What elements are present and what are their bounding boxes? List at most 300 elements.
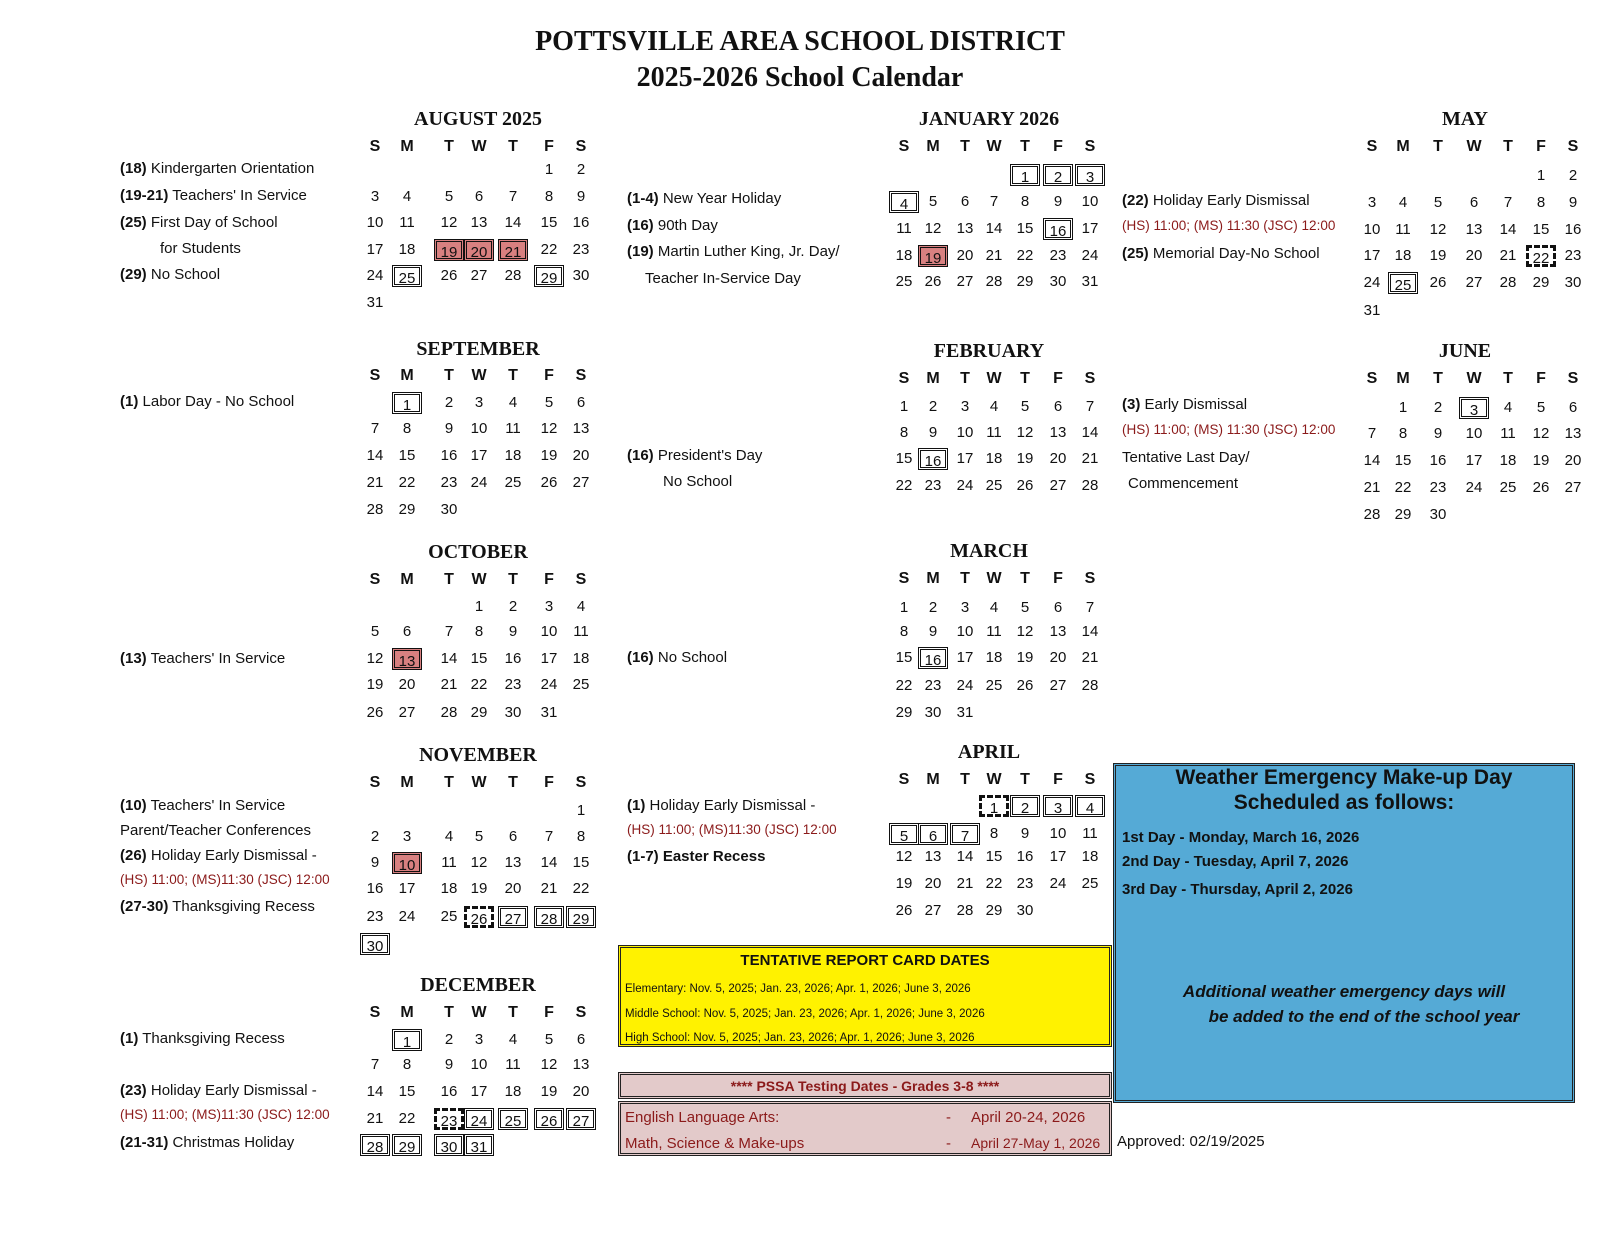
calendar-day: 29 — [566, 906, 596, 928]
calendar-day: 23 — [1429, 479, 1447, 496]
calendar-day: 4 — [1398, 194, 1408, 211]
calendar-day: 18 — [572, 650, 590, 667]
calendar-day: 25 — [572, 676, 590, 693]
calendar-day: 3 — [544, 598, 554, 615]
calendar-day: 13 — [1049, 424, 1067, 441]
calendar-day: 6 — [1053, 599, 1063, 616]
calendar-day: 12 — [1429, 221, 1447, 238]
calendar-day: 12 — [440, 214, 458, 231]
calendar-day: 24 — [1081, 247, 1099, 264]
calendar-day: 16 — [440, 1083, 458, 1100]
calendar-day: 6 — [508, 828, 518, 845]
weekday-header: T — [960, 771, 970, 788]
calendar-day: 31 — [1081, 273, 1099, 290]
calendar-day: 14 — [1499, 221, 1517, 238]
calendar-day: 29 — [534, 265, 564, 287]
calendar-day: 12 — [1016, 424, 1034, 441]
event-line-august — [160, 240, 241, 257]
calendar-day: 23 — [1049, 247, 1067, 264]
event-date-code: (16) — [627, 447, 654, 464]
calendar-day: 11 — [986, 623, 1002, 640]
weekday-header: T — [1020, 570, 1030, 587]
weekday-header: S — [369, 138, 381, 155]
calendar-day: 22 — [1016, 247, 1034, 264]
calendar-day: 13 — [470, 214, 488, 231]
event-line-april — [627, 848, 765, 865]
calendar-day: 7 — [544, 828, 554, 845]
calendar-day: 17 — [956, 450, 974, 467]
calendar-day: 7 — [444, 623, 454, 640]
event-description: (HS) 11:00; (MS) 11:30 (JSC) 12:00 — [1122, 422, 1336, 437]
calendar-day: 1 — [576, 802, 586, 819]
event-description: Holiday Early Dismissal - — [645, 797, 816, 814]
calendar-day: 2 — [1433, 399, 1443, 416]
event-description: 90th Day — [653, 217, 718, 234]
calendar-day: 19 — [540, 447, 558, 464]
event-date-code: (1) — [120, 1030, 139, 1047]
weekday-header: W — [471, 774, 487, 791]
weather-note-2: be added to the end of the school year — [1208, 1007, 1520, 1026]
weekday-header: W — [1466, 138, 1482, 155]
weekday-header: S — [898, 370, 910, 387]
page-title: POTTSVILLE AREA SCHOOL DISTRICT — [535, 26, 1065, 57]
calendar-day: 27 — [1564, 479, 1582, 496]
weekday-header: S — [1366, 138, 1378, 155]
calendar-day: 12 — [924, 220, 942, 237]
weather-day-2: 2nd Day - Tuesday, April 7, 2026 — [1122, 853, 1349, 870]
event-line-june — [1122, 396, 1247, 413]
calendar-day: 10 — [392, 852, 422, 874]
calendar-day: 10 — [366, 214, 384, 231]
event-line-august — [120, 266, 220, 283]
calendar-day: 21 — [540, 880, 558, 897]
calendar-day: 28 — [504, 267, 522, 284]
calendar-day: 22 — [1526, 245, 1556, 267]
calendar-day: 18 — [1394, 247, 1412, 264]
calendar-day: 29 — [1532, 274, 1550, 291]
event-description: Teacher In-Service Day — [645, 270, 801, 287]
calendar-day: 26 — [924, 273, 942, 290]
calendar-day: 9 — [1433, 425, 1443, 442]
calendar-day: 16 — [1016, 848, 1034, 865]
calendar-day: 17 — [1049, 848, 1067, 865]
calendar-day: 2 — [928, 398, 938, 415]
calendar-day: 30 — [1564, 274, 1582, 291]
month-heading-december: DECEMBER — [420, 974, 536, 996]
weekday-header: F — [544, 138, 554, 155]
calendar-day: 28 — [956, 902, 974, 919]
pssa-ela-dash: - — [946, 1109, 951, 1126]
calendar-day: 24 — [366, 267, 384, 284]
calendar-day: 29 — [895, 704, 913, 721]
calendar-day: 21 — [1081, 649, 1099, 666]
calendar-day: 1 — [474, 598, 484, 615]
calendar-day: 8 — [1398, 425, 1408, 442]
calendar-day: 18 — [985, 450, 1003, 467]
weekday-header: S — [898, 138, 910, 155]
weekday-header: S — [369, 571, 381, 588]
calendar-day: 22 — [895, 677, 913, 694]
calendar-day: 7 — [1367, 425, 1377, 442]
weekday-header: M — [400, 774, 414, 791]
calendar-day: 11 — [986, 424, 1002, 441]
weekday-header: T — [1020, 771, 1030, 788]
calendar-day: 4 — [508, 1031, 518, 1048]
weekday-header: M — [400, 138, 414, 155]
weekday-header: S — [369, 1004, 381, 1021]
month-heading-april: APRIL — [957, 741, 1021, 763]
weekday-header: T — [960, 138, 970, 155]
month-heading-october: OCTOBER — [428, 541, 528, 563]
event-description: Holiday Early Dismissal - — [146, 847, 317, 864]
calendar-day: 13 — [1465, 221, 1483, 238]
calendar-day: 4 — [402, 188, 412, 205]
calendar-day: 27 — [470, 267, 488, 284]
event-line-september — [120, 393, 294, 410]
calendar-day: 9 — [370, 854, 380, 871]
weekday-header: F — [1053, 138, 1063, 155]
weather-makeup-panel — [1113, 763, 1575, 1103]
event-description: Teachers' In Service — [146, 650, 286, 667]
calendar-day: 11 — [505, 420, 521, 437]
calendar-day: 2 — [1043, 164, 1073, 186]
calendar-day: 22 — [540, 241, 558, 258]
weekday-header: T — [1020, 138, 1030, 155]
weekday-header: M — [926, 771, 940, 788]
event-line-december — [120, 1107, 330, 1122]
calendar-day: 27 — [1049, 677, 1067, 694]
calendar-day: 7 — [508, 188, 518, 205]
calendar-day: 16 — [1564, 221, 1582, 238]
calendar-day: 22 — [895, 477, 913, 494]
calendar-day: 20 — [504, 880, 522, 897]
calendar-day: 8 — [402, 1056, 412, 1073]
event-line-january — [627, 217, 718, 234]
event-description: Holiday Early Dismissal - — [146, 1082, 317, 1099]
calendar-day: 25 — [504, 474, 522, 491]
calendar-day: 23 — [440, 474, 458, 491]
calendar-day: 17 — [470, 1083, 488, 1100]
calendar-day: 9 — [444, 420, 454, 437]
calendar-day: 10 — [956, 623, 974, 640]
event-line-november — [120, 872, 330, 887]
calendar-day: 1 — [544, 161, 554, 178]
calendar-day: 9 — [444, 1056, 454, 1073]
calendar-day: 23 — [572, 241, 590, 258]
event-line-march — [627, 649, 727, 666]
calendar-day: 11 — [1395, 221, 1411, 238]
calendar-day: 11 — [441, 854, 457, 871]
calendar-day: 13 — [956, 220, 974, 237]
event-date-code: (16) — [627, 217, 654, 234]
calendar-day: 29 — [470, 704, 488, 721]
calendar-day: 30 — [360, 933, 390, 955]
pssa-title: **** PSSA Testing Dates - Grades 3-8 **** — [730, 1078, 1000, 1094]
event-line-november — [120, 847, 317, 864]
calendar-day: 8 — [474, 623, 484, 640]
calendar-day: 14 — [366, 447, 384, 464]
calendar-day: 14 — [540, 854, 558, 871]
weekday-header: S — [575, 138, 587, 155]
calendar-day: 30 — [1049, 273, 1067, 290]
month-heading-february: FEBRUARY — [933, 340, 1045, 362]
calendar-day: 4 — [576, 598, 586, 615]
calendar-day: 11 — [573, 623, 589, 640]
calendar-day: 9 — [928, 623, 938, 640]
calendar-day: 18 — [1081, 848, 1099, 865]
calendar-day: 23 — [366, 908, 384, 925]
event-line-august — [120, 160, 314, 177]
weather-subtitle: Scheduled as follows: — [1233, 791, 1455, 814]
calendar-day: 24 — [470, 474, 488, 491]
weekday-header: S — [369, 774, 381, 791]
calendar-day: 18 — [504, 447, 522, 464]
calendar-day: 7 — [989, 193, 999, 210]
event-line-october — [120, 650, 285, 667]
event-description: President's Day — [653, 447, 763, 464]
calendar-day: 13 — [572, 420, 590, 437]
event-description: Teachers' In Service — [168, 187, 307, 204]
calendar-day: 6 — [576, 394, 586, 411]
calendar-day: 12 — [540, 1056, 558, 1073]
weekday-header: T — [1503, 138, 1513, 155]
event-line-february — [663, 473, 732, 490]
event-description: Commencement — [1128, 475, 1239, 492]
calendar-day: 6 — [1568, 399, 1578, 416]
calendar-day: 26 — [540, 474, 558, 491]
calendar-day: 15 — [1394, 452, 1412, 469]
weekday-header: T — [508, 774, 518, 791]
event-date-code: (25) — [120, 214, 147, 231]
calendar-day: 28 — [1499, 274, 1517, 291]
weekday-header: T — [444, 367, 454, 384]
calendar-day: 30 — [434, 1134, 464, 1156]
weekday-header: F — [544, 367, 554, 384]
pssa-dates-panel — [618, 1101, 1112, 1156]
calendar-day: 9 — [508, 623, 518, 640]
event-description: (HS) 11:00; (MS)11:30 (JSC) 12:00 — [627, 822, 837, 837]
calendar-day: 13 — [392, 648, 422, 670]
report-middle: Middle School: Nov. 5, 2025; Jan. 23, 2026; Apr. 1, 2026; June 3, 2026 — [625, 1008, 985, 1020]
event-description: First Day of School — [146, 214, 278, 231]
event-description: No School — [663, 473, 733, 490]
calendar-day: 3 — [1367, 194, 1377, 211]
event-line-november — [120, 898, 315, 915]
calendar-day: 14 — [1363, 452, 1381, 469]
calendar-day: 10 — [1465, 425, 1483, 442]
calendar-day: 21 — [1363, 479, 1381, 496]
weekday-header: W — [986, 771, 1002, 788]
weekday-header: T — [1433, 370, 1443, 387]
event-description: Holiday Early Dismissal — [1148, 192, 1310, 209]
weekday-header: M — [926, 138, 940, 155]
event-date-code: (3) — [1122, 396, 1141, 413]
weekday-header: S — [1084, 370, 1096, 387]
weekday-header: T — [508, 1004, 518, 1021]
calendar-day: 31 — [956, 704, 974, 721]
pssa-msm-label: Math, Science & Make-ups — [625, 1135, 805, 1152]
calendar-day: 4 — [444, 828, 454, 845]
calendar-day: 8 — [402, 420, 412, 437]
calendar-day: 18 — [504, 1083, 522, 1100]
calendar-day: 18 — [1499, 452, 1517, 469]
calendar-day: 17 — [1465, 452, 1483, 469]
calendar-day: 14 — [956, 848, 974, 865]
calendar-day: 9 — [1568, 194, 1578, 211]
calendar-day: 28 — [440, 704, 458, 721]
calendar-day: 3 — [1459, 397, 1489, 419]
calendar-day: 21 — [1499, 247, 1517, 264]
event-line-december — [120, 1134, 294, 1151]
calendar-day: 25 — [1499, 479, 1517, 496]
calendar-day: 27 — [1465, 274, 1483, 291]
calendar-day: 15 — [1016, 220, 1034, 237]
calendar-day: 20 — [956, 247, 974, 264]
weekday-header: S — [898, 570, 910, 587]
calendar-day: 6 — [1053, 398, 1063, 415]
calendar-day: 23 — [924, 677, 942, 694]
calendar-day: 1 — [899, 398, 909, 415]
calendar-day: 8 — [544, 188, 554, 205]
event-date-code: (16) — [627, 649, 654, 666]
calendar-day: 20 — [464, 239, 494, 261]
calendar-day: 15 — [985, 848, 1003, 865]
calendar-day: 25 — [392, 265, 422, 287]
calendar-day: 17 — [470, 447, 488, 464]
calendar-day: 28 — [366, 501, 384, 518]
calendar-day: 30 — [1016, 902, 1034, 919]
approved-date: Approved: 02/19/2025 — [1117, 1133, 1265, 1150]
calendar-day: 12 — [366, 650, 384, 667]
calendar-day: 22 — [398, 474, 416, 491]
calendar-day: 8 — [899, 424, 909, 441]
calendar-day: 15 — [1532, 221, 1550, 238]
event-description: Memorial Day-No School — [1148, 245, 1320, 262]
weekday-header: S — [1567, 370, 1579, 387]
event-description: Teachers' In Service — [146, 797, 286, 814]
pssa-title-panel — [618, 1072, 1112, 1099]
pssa-ela-dates: April 20-24, 2026 — [971, 1109, 1086, 1126]
event-date-code: (25) — [1122, 245, 1149, 262]
calendar-day: 11 — [896, 220, 912, 237]
event-line-june — [1128, 475, 1238, 492]
calendar-day: 29 — [398, 501, 416, 518]
weekday-header: W — [986, 570, 1002, 587]
calendar-day: 5 — [544, 1031, 554, 1048]
calendar-day: 28 — [360, 1134, 390, 1156]
calendar-day: 9 — [1020, 825, 1030, 842]
calendar-day: 27 — [924, 902, 942, 919]
calendar-day: 21 — [1081, 450, 1099, 467]
calendar-day: 5 — [544, 394, 554, 411]
calendar-day: 2 — [508, 598, 518, 615]
calendar-day: 11 — [1500, 425, 1516, 442]
calendar-day: 12 — [1532, 425, 1550, 442]
weekday-header: T — [444, 571, 454, 588]
calendar-day: 6 — [960, 193, 970, 210]
calendar-day: 10 — [470, 420, 488, 437]
calendar-day: 23 — [1564, 247, 1582, 264]
event-date-code: (29) — [120, 266, 147, 283]
calendar-day: 13 — [924, 848, 942, 865]
weekday-header: F — [1536, 370, 1546, 387]
calendar-day: 21 — [366, 1110, 384, 1127]
calendar-day: 13 — [504, 854, 522, 871]
calendar-day: 11 — [505, 1056, 521, 1073]
calendar-day: 26 — [1016, 677, 1034, 694]
weekday-header: S — [575, 571, 587, 588]
calendar-day: 2 — [576, 161, 586, 178]
calendar-day: 8 — [989, 825, 999, 842]
calendar-day: 31 — [1363, 302, 1381, 319]
calendar-day: 23 — [434, 1108, 464, 1130]
calendar-day: 1 — [392, 1029, 422, 1051]
weekday-header: S — [898, 771, 910, 788]
calendar-day: 4 — [889, 191, 919, 213]
calendar-day: 16 — [918, 448, 948, 470]
calendar-day: 6 — [402, 623, 412, 640]
calendar-day: 26 — [440, 267, 458, 284]
event-line-april — [627, 822, 837, 837]
calendar-day: 26 — [464, 906, 494, 928]
calendar-day: 24 — [956, 677, 974, 694]
calendar-day: 8 — [1020, 193, 1030, 210]
calendar-day: 15 — [398, 447, 416, 464]
calendar-day: 3 — [474, 1031, 484, 1048]
calendar-day: 1 — [979, 795, 1009, 817]
calendar-day: 7 — [950, 823, 980, 845]
calendar-day: 15 — [572, 854, 590, 871]
weekday-header: F — [544, 571, 554, 588]
event-description: Kindergarten Orientation — [146, 160, 315, 177]
calendar-day: 19 — [366, 676, 384, 693]
calendar-day: 16 — [1043, 218, 1073, 240]
event-description: Christmas Holiday — [168, 1134, 295, 1151]
calendar-day: 3 — [960, 398, 970, 415]
calendar-day: 14 — [366, 1083, 384, 1100]
calendar-day: 3 — [474, 394, 484, 411]
calendar-day: 19 — [1429, 247, 1447, 264]
pssa-msm-dates: April 27-May 1, 2026 — [971, 1135, 1101, 1151]
calendar-day: 30 — [572, 267, 590, 284]
event-date-code: (27-30) — [120, 898, 169, 915]
event-line-may — [1122, 245, 1320, 262]
calendar-day: 25 — [498, 1108, 528, 1130]
calendar-day: 10 — [1049, 825, 1067, 842]
calendar-day: 12 — [470, 854, 488, 871]
weather-note-1: Additional weather emergency days will — [1182, 982, 1506, 1001]
calendar-day: 16 — [504, 650, 522, 667]
calendar-day: 21 — [985, 247, 1003, 264]
calendar-day: 13 — [572, 1056, 590, 1073]
calendar-day: 20 — [1049, 450, 1067, 467]
calendar-day: 29 — [1394, 506, 1412, 523]
calendar-day: 22 — [398, 1110, 416, 1127]
calendar-day: 20 — [1564, 452, 1582, 469]
calendar-day: 17 — [366, 241, 384, 258]
event-date-code: (1) — [120, 393, 139, 410]
report-high: High School: Nov. 5, 2025; Jan. 23, 2026; Apr. 1, 2026; June 3, 2026 — [625, 1032, 975, 1044]
weekday-header: T — [508, 571, 518, 588]
calendar-day: 30 — [924, 704, 942, 721]
calendar-day: 7 — [1085, 599, 1095, 616]
weekday-header: T — [508, 138, 518, 155]
calendar-day: 3 — [1043, 795, 1073, 817]
event-description: Martin Luther King, Jr. Day/ — [653, 243, 840, 260]
weekday-header: F — [1536, 138, 1546, 155]
calendar-day: 15 — [540, 214, 558, 231]
calendar-day: 4 — [989, 599, 999, 616]
